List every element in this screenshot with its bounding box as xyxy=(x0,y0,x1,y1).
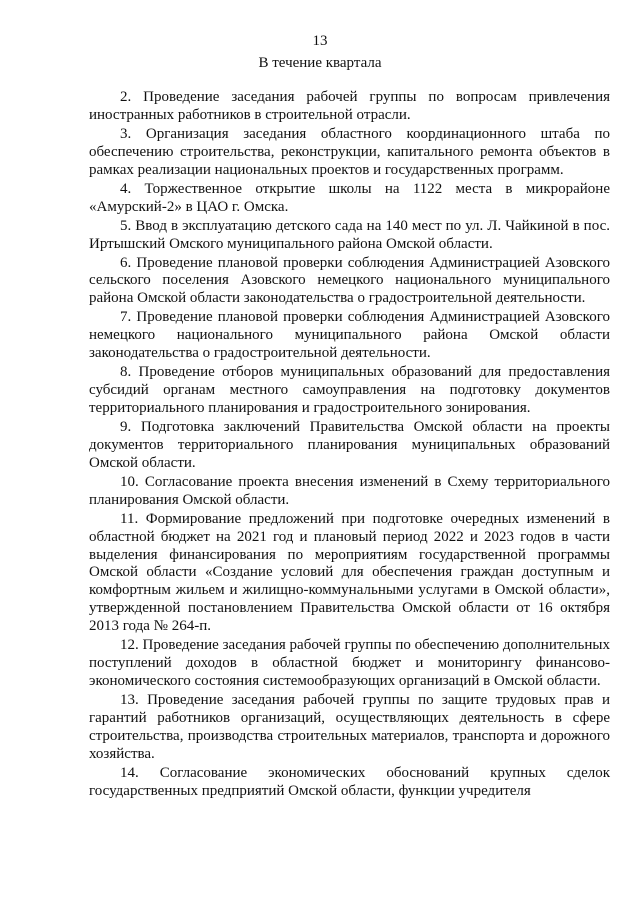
plan-item: 12. Проведение заседания рабочей группы по обеспечению дополнительных поступлений доходов в областной бюджет и мониторингу финансово-экономического состояния системообразующих организаций в Омской области. xyxy=(89,637,610,689)
plan-item: 7. Проведение плановой проверки соблюдения Администрацией Азовского немецкого национального муниципального района Омской области законодательства о градостроительной деятельности. xyxy=(89,309,610,362)
section-heading: В течение квартала xyxy=(258,55,382,71)
plan-item: 4. Торжественное открытие школы на 1122 места в микрорайоне «Амурский-2» в ЦАО г. Омска. xyxy=(89,180,610,215)
plan-item: 14. Согласование экономических обоснований крупных сделок государственных предприятий Омской области, функции учредителя xyxy=(89,764,610,799)
plan-item-list xyxy=(89,89,610,802)
plan-item: 11. Формирование предложений при подготовке очередных изменений в областной бюджет на 2021 год и плановый период 2022 и 2023 годов в части выделения финансирования по мероприятиям государственной программы Омской области «Создание условий для обеспечения граждан доступным и комфортным жильем и жилищно-коммунальными услугами в Омской области», утвержденной постановлением Правительства Омской области от 16 октября 2013 года № 264-п. xyxy=(89,510,610,635)
page-number: 13 xyxy=(312,33,328,49)
plan-item: 9. Подготовка заключений Правительства Омской области на проекты документов территориального планирования муниципальных образований Омской области. xyxy=(89,418,610,471)
plan-item: 3. Организация заседания областного координационного штаба по обеспечению строительства, реконструкции, капитального ремонта объектов в рамках реализации национальных проектов и государственных программ. xyxy=(89,125,610,178)
plan-item: 8. Проведение отборов муниципальных образований для предоставления субсидий органам местного самоуправления на подготовку документов территориального планирования и градостроительного зонирования. xyxy=(89,364,610,416)
plan-item: 13. Проведение заседания рабочей группы по защите трудовых прав и гарантий работников организаций, осуществляющих деятельность в сфере строительства, производства строительных материалов, транспорта и дорожного хозяйства. xyxy=(89,691,610,762)
plan-item: 5. Ввод в эксплуатацию детского сада на 140 мест по ул. Л. Чайкиной в пос. Иртышский Омского муниципального района Омской области. xyxy=(89,217,610,252)
plan-item: 10. Согласование проекта внесения изменений в Схему территориального планирования Омской области. xyxy=(89,473,610,508)
plan-item: 2. Проведение заседания рабочей группы по вопросам привлечения иностранных работников в строительной отрасли. xyxy=(89,89,610,123)
plan-item: 6. Проведение плановой проверки соблюдения Администрацией Азовского сельского поселения Азовского немецкого национального муниципального района Омской области законодательства о градостроительной деятельности. xyxy=(89,254,610,307)
